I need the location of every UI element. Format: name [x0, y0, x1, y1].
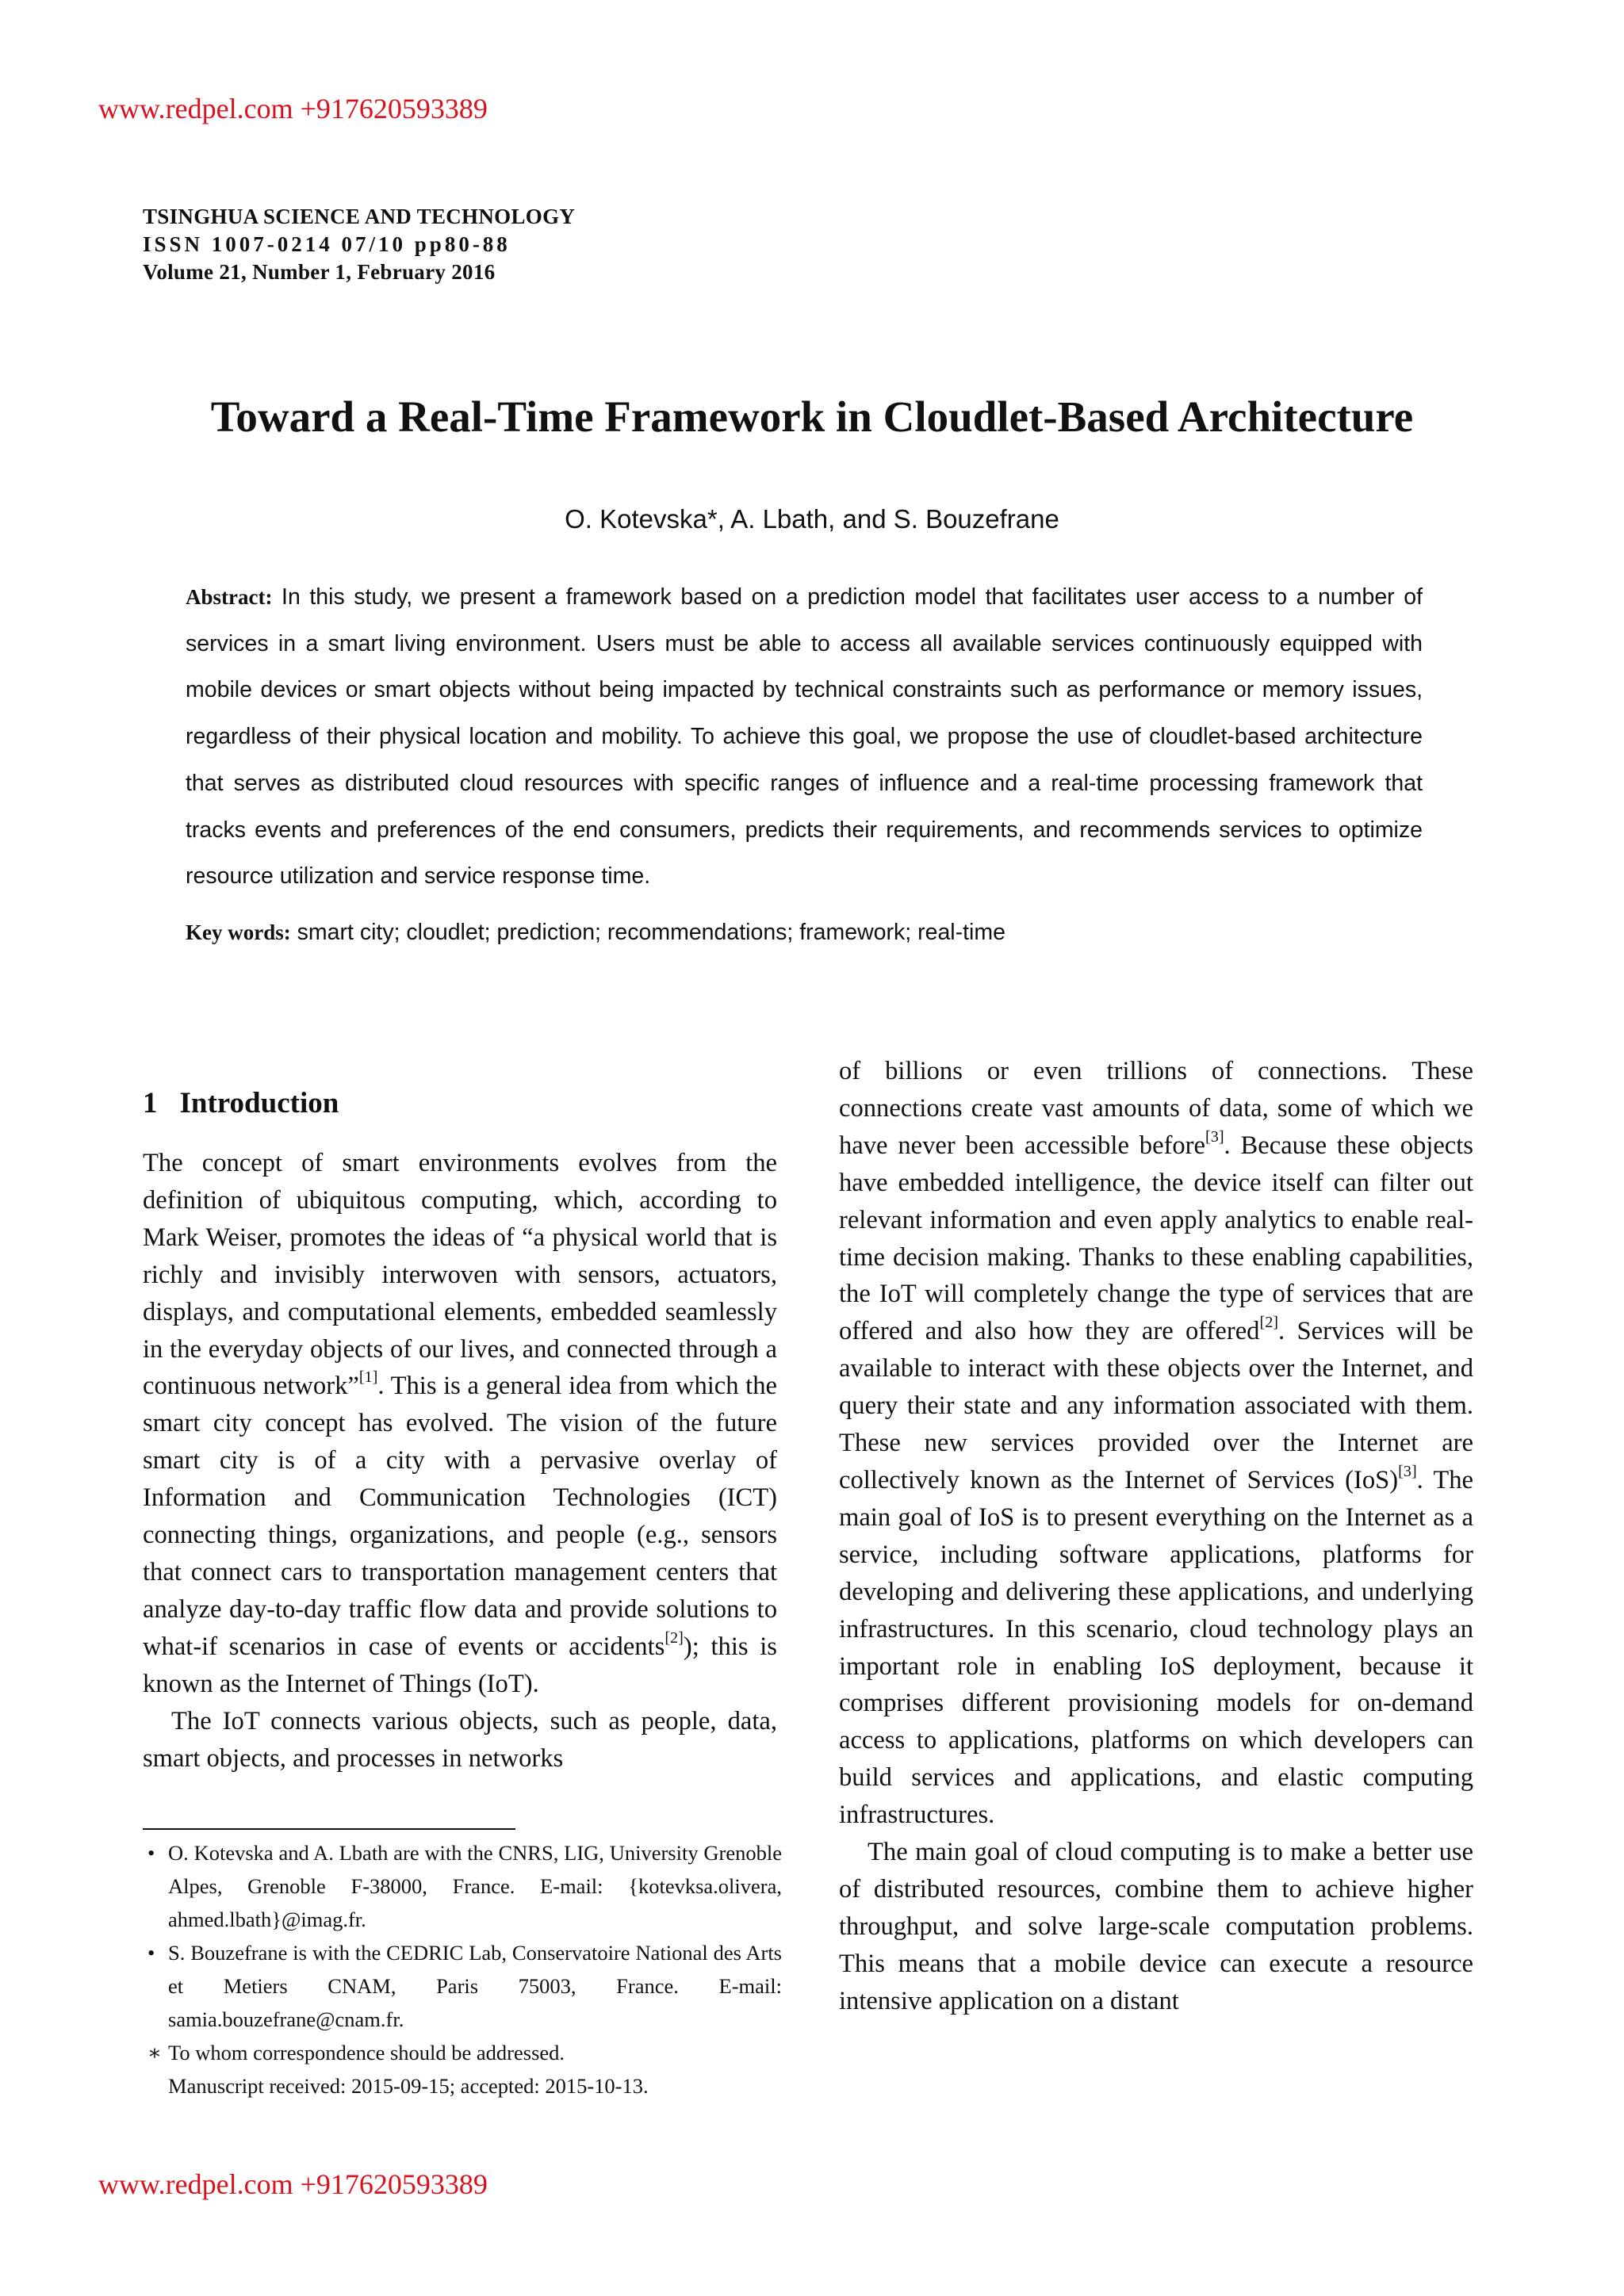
citation[interactable]: [3] [1398, 1462, 1417, 1480]
paragraph-text: of billions or even trillions of connections. These connections create vast amounts of data, some of which we have never been accessible before [839, 1057, 1473, 1160]
footnote [143, 1836, 782, 1936]
paragraph-text: . This is a general idea from which the smart city concept has evolved. The vision of the future smart city is of a city with a pervasive overlay of Information and Communication Technologies (ICT) connecting things, organizations, and people (e.g., sensors that connect cars to transportation management centers that analyze day-to-day traffic flow data and provide solutions to what-if scenarios in case of events or accidents [143, 1372, 777, 1661]
section-title: Introduction [179, 1087, 339, 1119]
paper-title: Toward a Real-Time Framework in Cloudlet-Based Architecture [210, 392, 1414, 441]
keywords-text: smart city; cloudlet; prediction; recommendations; framework; real-time [297, 920, 1005, 945]
left-column [143, 1145, 777, 1777]
journal-volume: Volume 21, Number 1, February 2016 [143, 260, 496, 284]
section-number: 1 [143, 1087, 158, 1119]
paragraph-text: The concept of smart environments evolves from the definition of ubiquitous computing, which, according to Mark Weiser, promotes the ideas of “a physical world that is richly and invisibly interwoven with sensors, actuators, displays, and computational elements, embedded seamlessly in the everyday objects of our lives, and connected through a continuous network” [143, 1149, 777, 1401]
paragraph: The IoT connects various objects, such as people, data, smart objects, and processes in networks [143, 1706, 777, 1773]
bullet-icon: • [147, 1841, 155, 1865]
footnote-text: To whom correspondence should be addressed. [168, 2041, 565, 2064]
keywords-label: Key words: [186, 920, 291, 944]
asterisk-icon: ∗ [147, 2041, 163, 2064]
keywords [186, 920, 1423, 946]
journal-name: TSINGHUA SCIENCE AND TECHNOLOGY [143, 205, 576, 228]
abstract-label: Abstract: [186, 585, 273, 609]
footnote-text: S. Bouzefrane is with the CEDRIC Lab, Conservatoire National des Arts et Metiers CNAM, Paris 75003, France. E-mail: samia.bouzefrane@cnam.fr. [168, 1941, 782, 2031]
abstract [186, 574, 1423, 900]
paragraph-text: . Because these objects have embedded intelligence, the device itself can filter out relevant information and even apply analytics to enable real-time decision making. Thanks to these enabling capabilities, the IoT will completely change the type of services that are offered and also how they are offered [839, 1131, 1473, 1346]
journal-header [143, 203, 575, 286]
paragraph [839, 1053, 1473, 1834]
citation[interactable]: [1] [358, 1368, 378, 1387]
manuscript-dates: Manuscript received: 2015-09-15; accepted: 2015-10-13. [168, 2074, 649, 2098]
footnote-rule [143, 1828, 515, 1830]
footnote [143, 2036, 782, 2069]
paragraph [143, 1145, 777, 1703]
citation[interactable]: [2] [665, 1628, 684, 1647]
section-heading [143, 1086, 339, 1120]
watermark-bottom[interactable]: www.redpel.com +917620593389 [98, 2168, 488, 2200]
paragraph-text: . Services will be available to interact with these objects over the Internet, and query their state and any information associated with them. These new services provided over the Internet are collectively known as the Internet of Services (IoS) [839, 1317, 1474, 1494]
paragraph: The main goal of cloud computing is to make a better use of distributed resources, combine them to achieve higher throughput, and solve large-scale computation problems. This means that a mobile device can execute a resource intensive application on a distant [839, 1838, 1473, 2015]
citation[interactable]: [3] [1205, 1127, 1224, 1146]
paper-authors: O. Kotevska*, A. Lbath, and S. Bouzefrane [565, 504, 1059, 534]
footnotes [143, 1836, 782, 2103]
right-column [839, 1053, 1473, 2020]
footnote-text: O. Kotevska and A. Lbath are with the CNRS, LIG, University Grenoble Alpes, Grenoble F-38000, France. E-mail: {kotevksa.olivera, ahmed.lbath}@imag.fr. [168, 1841, 782, 1931]
citation[interactable]: [2] [1259, 1314, 1279, 1332]
watermark-top[interactable]: www.redpel.com +917620593389 [98, 93, 488, 124]
journal-issn: ISSN 1007-0214 07/10 pp80-88 [143, 232, 511, 256]
abstract-text: In this study, we present a framework based on a prediction model that facilitates user access to a number of services in a smart living environment. Users must be able to access all available services continuously equipped with mobile devices or smart objects without being impacted by technical constraints such as performance or memory issues, regardless of their physical location and mobility. To achieve this goal, we propose the use of cloudlet-based architecture that serves as distributed cloud resources with specific ranges of influence and a real-time processing framework that tracks events and preferences of the end consumers, predicts their requirements, and recommends services to optimize resource utilization and service response time. [186, 584, 1423, 890]
paragraph-text: . The main goal of IoS is to present everything on the Internet as a service, including software applications, platforms for developing and delivering these applications, and underlying infrastructures. In this scenario, cloud technology plays an important role in enabling IoS deployment, because it comprises different provisioning models for on-demand access to applications, platforms on which developers can build services and applications, and elastic computing infrastructures. [839, 1465, 1473, 1830]
footnote [143, 1936, 782, 2036]
paragraph-text: ); this is known as the Internet of Things (IoT). [143, 1632, 777, 1698]
bullet-icon: • [147, 1941, 155, 1965]
